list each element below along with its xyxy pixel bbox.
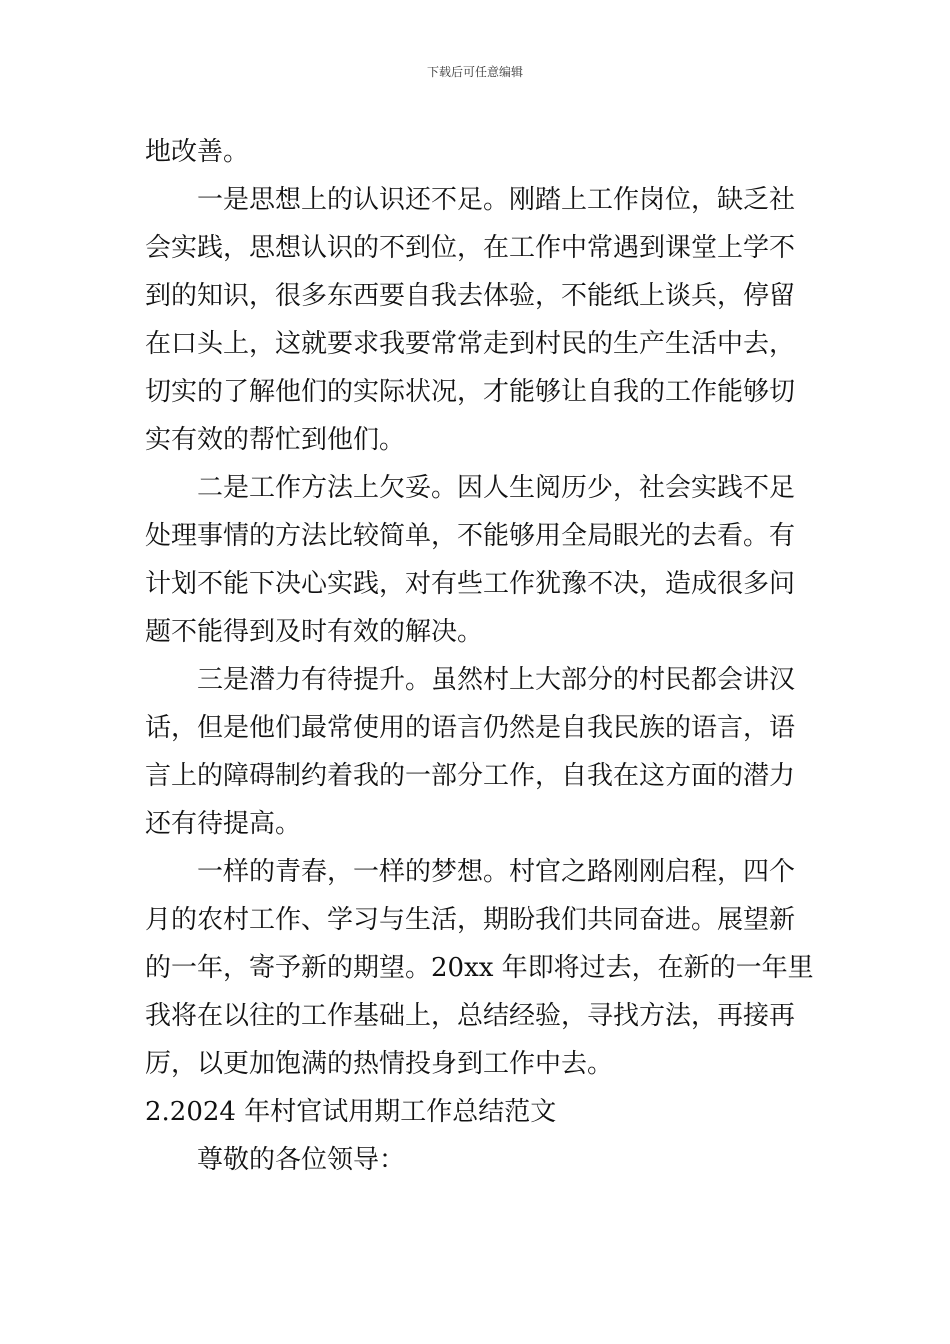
text-line: 一样的青春，一样的梦想。村官之路刚刚启程，四个 xyxy=(197,857,796,887)
text-line: 到的知识，很多东西要自我去体验，不能纸上谈兵，停留 xyxy=(145,281,796,311)
text-line: 话，但是他们最常使用的语言仍然是自我民族的语言，语 xyxy=(145,713,796,743)
text-line: 2.2024 年村官试用期工作总结范文 xyxy=(145,1097,557,1127)
text-line: 厉，以更加饱满的热情投身到工作中去。 xyxy=(145,1049,614,1079)
document-body xyxy=(145,128,814,1184)
text-line: 会实践，思想认识的不到位，在工作中常遇到课堂上学不 xyxy=(145,233,796,263)
text-line: 我将在以往的工作基础上，总结经验，寻找方法，再接再 xyxy=(145,1001,796,1031)
text-line: 二是工作方法上欠妥。因人生阅历少，社会实践不足 xyxy=(197,473,796,503)
text-line: 题不能得到及时有效的解决。 xyxy=(145,617,484,647)
text-line: 三是潜力有待提升。虽然村上大部分的村民都会讲汉 xyxy=(197,665,796,695)
text-line: 地改善。 xyxy=(145,137,250,167)
text-line: 月的农村工作、学习与生活，期盼我们共同奋进。展望新 xyxy=(145,905,796,935)
text-line: 言上的障碍制约着我的一部分工作，自我在这方面的潜力 xyxy=(145,761,796,791)
page-header: 下载后可任意编辑 xyxy=(426,65,523,79)
text-line: 切实的了解他们的实际状况，才能够让自我的工作能够切 xyxy=(145,377,796,407)
text-line: 的一年，寄予新的期望。20xx 年即将过去，在新的一年里 xyxy=(145,953,814,983)
text-line: 还有待提高。 xyxy=(145,809,302,839)
text-line: 计划不能下决心实践，对有些工作犹豫不决，造成很多问 xyxy=(145,569,796,599)
text-line: 尊敬的各位领导： xyxy=(197,1145,406,1175)
text-line: 在口头上，这就要求我要常常走到村民的生产生活中去， xyxy=(145,329,796,359)
text-line: 一是思想上的认识还不足。刚踏上工作岗位，缺乏社 xyxy=(197,185,796,215)
text-line: 处理事情的方法比较简单，不能够用全局眼光的去看。有 xyxy=(145,521,796,551)
text-line: 实有效的帮忙到他们。 xyxy=(145,425,406,455)
